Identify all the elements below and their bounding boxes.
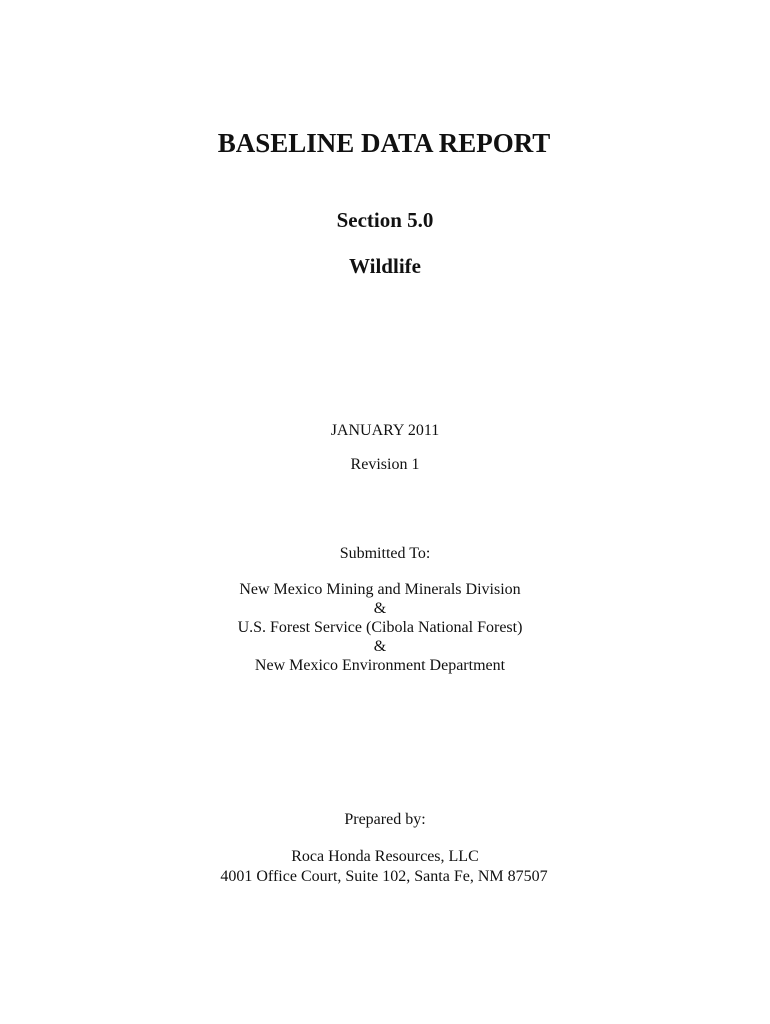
section-number: Section 5.0	[336, 208, 434, 232]
revision: Revision 1	[350, 456, 420, 473]
preparer-name: Roca Honda Resources, LLC	[291, 848, 479, 865]
report-date: JANUARY 2011	[330, 422, 440, 439]
recipient-separator: &	[373, 638, 387, 655]
preparer-address: 4001 Office Court, Suite 102, Santa Fe, NM 87507	[220, 868, 548, 885]
report-title: BASELINE DATA REPORT	[217, 128, 551, 158]
submitted-to-label: Submitted To:	[339, 545, 431, 562]
recipient-separator: &	[373, 600, 387, 617]
recipient: New Mexico Mining and Minerals Division	[239, 581, 521, 598]
section-subject: Wildlife	[349, 254, 421, 278]
recipient: New Mexico Environment Department	[254, 657, 506, 674]
prepared-by-label: Prepared by:	[344, 811, 426, 828]
recipient: U.S. Forest Service (Cibola National Forest)	[237, 619, 523, 636]
